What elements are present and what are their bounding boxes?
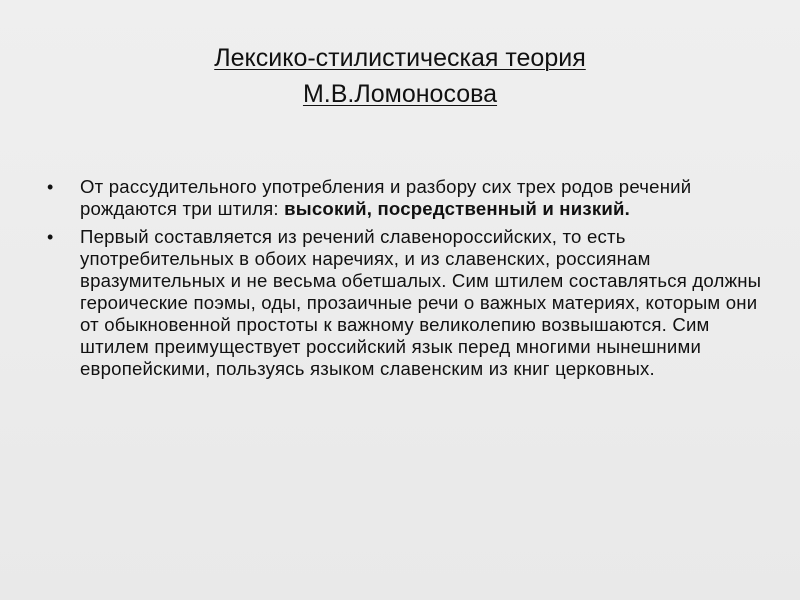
bullet-text: От рассудительного употребления и разбору сих трех родов речений рождаются три штиля: xyxy=(80,176,692,219)
bullet-icon: • xyxy=(47,227,54,247)
slide-title xyxy=(0,40,800,112)
slide-title-line-2: М.В.Ломоносова xyxy=(302,80,498,108)
bullet-text: Первый составляется из речений славенороссийских, то есть употребительных в обоих наречиях, и из славенских, россиянам вразумительных и не весьма обетшалых. Сим штилем составляться должны героические поэмы, оды, прозаичные речи о важных материях, которым они от обыкновенной простоты к важному великолепию возвышаются. Сим штилем преимуществует российский язык перед многими нынешними европейскими, пользуясь языком славенским из книг церковных. xyxy=(80,226,762,379)
bullet-item-styles xyxy=(47,176,767,220)
bullet-list xyxy=(47,176,767,386)
bullet-bold-text: высокий, посредственный и низкий. xyxy=(284,198,630,219)
bullet-icon: • xyxy=(47,177,54,197)
bullet-item-high-style xyxy=(47,226,767,380)
slide-title-line-1: Лексико-стилистическая теория xyxy=(214,44,586,72)
